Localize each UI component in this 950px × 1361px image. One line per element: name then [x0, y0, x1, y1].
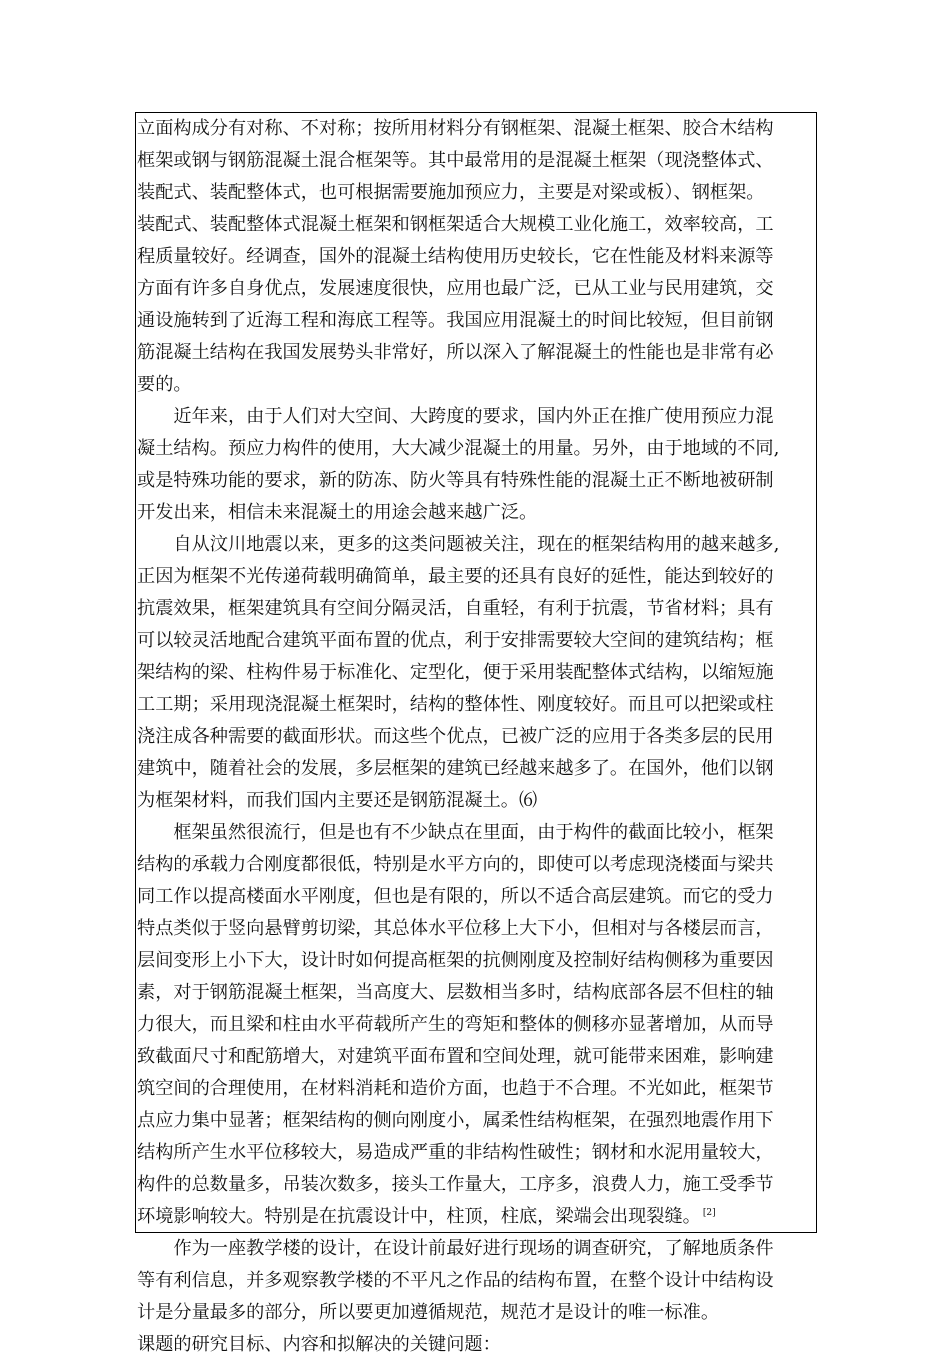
text-line: 或是特殊功能的要求，新的防冻、防火等具有特殊性能的混凝土正不断地被研制	[137, 470, 774, 491]
text-line: 通设施转到了近海工程和海底工程等。我国应用混凝土的时间比较短，但目前钢	[137, 310, 774, 331]
text-line: 为框架材料，而我们国内主要还是钢筋混凝土。⑹	[137, 790, 538, 811]
text-line: 可以较灵活地配合建筑平面布置的优点，利于安排需要较大空间的建筑结构；框	[137, 630, 774, 651]
body-text	[137, 113, 814, 1361]
text-line: 特点类似于竖向悬臂剪切梁，其总体水平位移上大下小，但相对与各楼层而言，	[137, 918, 774, 939]
citation-mark: [2]	[702, 1207, 716, 1218]
text-line: 方面有许多自身优点，发展速度很快，应用也最广泛，已从工业与民用建筑，交	[137, 278, 774, 299]
text-line: 计是分量最多的部分，所以要更加遵循规范，规范才是设计的唯一标准。	[137, 1302, 720, 1323]
text-line	[137, 1201, 814, 1233]
text-line: 作为一座教学楼的设计，在设计前最好进行现场的调查研究，了解地质条件	[137, 1238, 774, 1259]
text-line: 结构的承载力合刚度都很低，特别是水平方向的，即使可以考虑现浇楼面与梁共	[137, 854, 774, 875]
section-heading: 课题的研究目标、内容和拟解决的关键问题：	[137, 1334, 501, 1355]
text-line: 框架或钢与钢筋混凝土混合框架等。其中最常用的是混凝土框架（现浇整体式、	[137, 150, 774, 171]
text-line: 程质量较好。经调查，国外的混凝土结构使用历史较长，它在性能及材料来源等	[137, 246, 774, 267]
text-line: 筋混凝土结构在我国发展势头非常好，所以深入了解混凝土的性能也是非常有必	[137, 342, 774, 363]
text-line: 素，对于钢筋混凝土框架，当高度大、层数相当多时，结构底部各层不但柱的轴	[137, 982, 774, 1003]
text-line: 建筑中，随着社会的发展，多层框架的建筑已经越来越多了。在国外，他们以钢	[137, 758, 774, 779]
text-line: 筑空间的合理使用，在材料消耗和造价方面，也趋于不合理。不光如此，框架节	[137, 1078, 774, 1099]
text-line: 正因为框架不光传递荷载明确简单，最主要的还具有良好的延性，能达到较好的	[137, 566, 774, 587]
text-line: 工工期；采用现浇混凝土框架时，结构的整体性、刚度较好。而且可以把梁或柱	[137, 694, 774, 715]
text-line: 框架虽然很流行，但是也有不少缺点在里面，由于构件的截面比较小，框架	[137, 822, 774, 843]
text-line: 浇注成各种需要的截面形状。而这些个优点，已被广泛的应用于各类多层的民用	[137, 726, 774, 747]
text-line: 结构所产生水平位移较大，易造成严重的非结构性破性；钢材和水泥用量较大，	[137, 1142, 774, 1163]
text-line: 层间变形上小下大，设计时如何提高框架的抗侧刚度及控制好结构侧移为重要因	[137, 950, 774, 971]
text-line: 同工作以提高楼面水平刚度，但也是有限的，所以不适合高层建筑。而它的受力	[137, 886, 774, 907]
text-line: 抗震效果，框架建筑具有空间分隔灵活，自重轻，有利于抗震，节省材料；具有	[137, 598, 774, 619]
text-line-content: 环境影响较大。特别是在抗震设计中，柱顶，柱底，梁端会出现裂缝。	[137, 1206, 701, 1227]
text-line: 装配式、装配整体式，也可根据需要施加预应力，主要是对梁或板）、钢框架。	[137, 182, 765, 203]
text-line: 近年来，由于人们对大空间、大跨度的要求，国内外正在推广使用预应力混	[137, 406, 774, 427]
text-line: 凝土结构。预应力构件的使用，大大减少混凝土的用量。另外，由于地域的不同,	[137, 438, 780, 459]
text-line: 自从汶川地震以来，更多的这类问题被关注，现在的框架结构用的越来越多,	[137, 534, 780, 555]
text-line: 装配式、装配整体式混凝土框架和钢框架适合大规模工业化施工，效率较高，工	[137, 214, 774, 235]
text-line: 点应力集中显著；框架结构的侧向刚度小，属柔性结构框架，在强烈地震作用下	[137, 1110, 774, 1131]
text-line: 开发出来，相信未来混凝土的用途会越来越广泛。	[137, 502, 538, 523]
text-line: 构件的总数量多，吊装次数多，接头工作量大，工序多，浪费人力，施工受季节	[137, 1174, 774, 1195]
text-line: 力很大，而且梁和柱由水平荷载所产生的弯矩和整体的侧移亦显著增加，从而导	[137, 1014, 774, 1035]
text-line: 架结构的梁、柱构件易于标准化、定型化，便于采用装配整体式结构，以缩短施	[137, 662, 774, 683]
text-line: 立面构成分有对称、不对称；按所用材料分有钢框架、混凝土框架、胶合木结构	[137, 118, 774, 139]
text-line: 致截面尺寸和配筋增大，对建筑平面布置和空间处理，就可能带来困难，影响建	[137, 1046, 774, 1067]
text-line: 等有利信息，并多观察教学楼的不平凡之作品的结构布置，在整个设计中结构设	[137, 1270, 774, 1291]
text-line: 要的。	[137, 374, 192, 395]
